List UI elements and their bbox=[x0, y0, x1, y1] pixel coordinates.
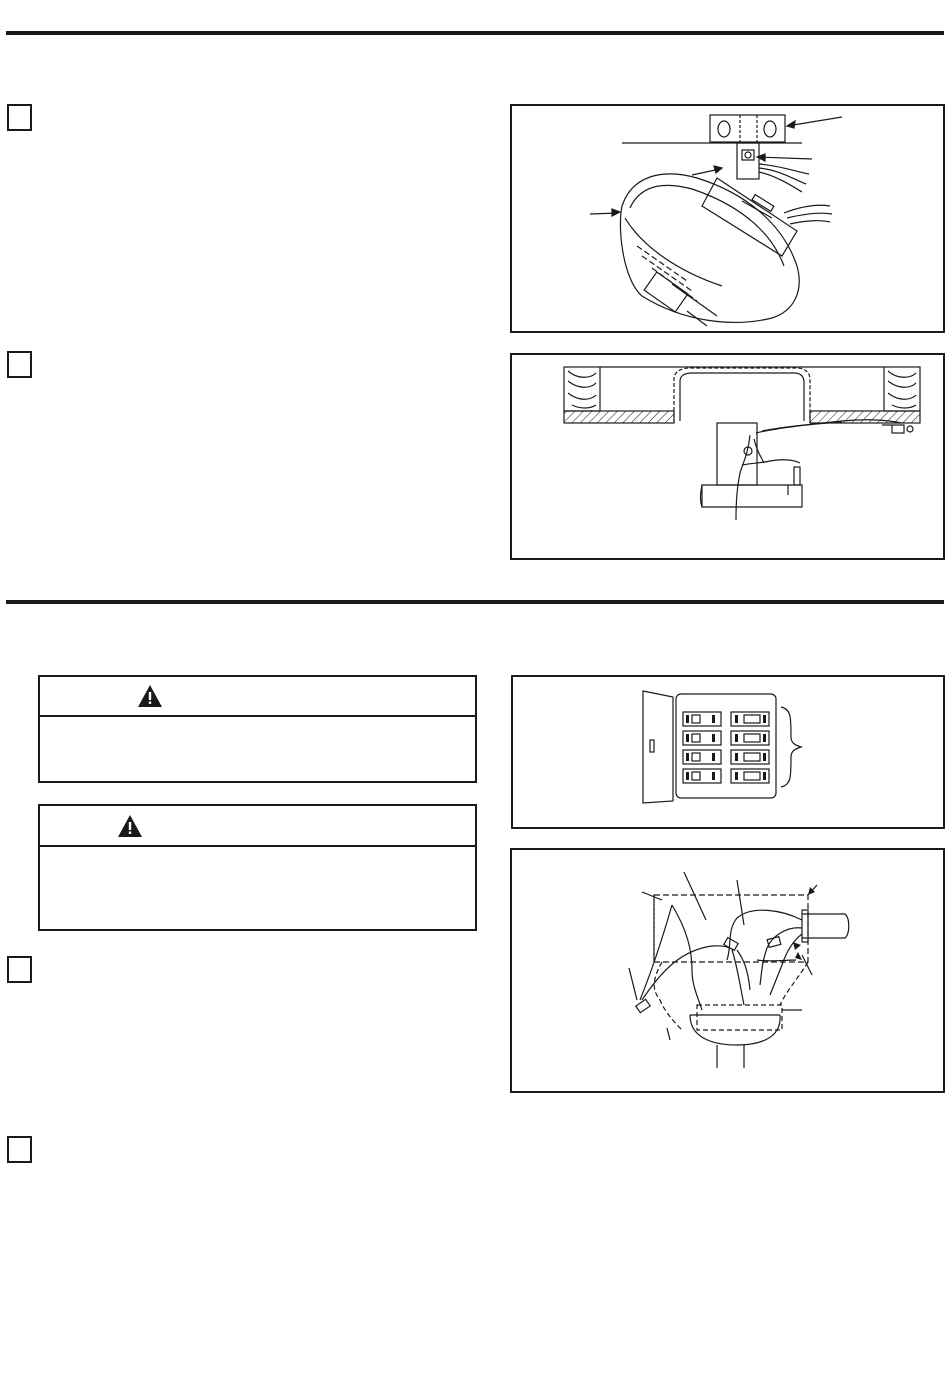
warning-header-1 bbox=[40, 677, 475, 717]
step-checkbox-2[interactable] bbox=[7, 351, 32, 378]
hanging-fan-drawing bbox=[512, 106, 943, 331]
step-checkbox-3[interactable] bbox=[7, 956, 32, 983]
figure-wiring-connections bbox=[510, 848, 945, 1093]
ground-wire-drawing bbox=[512, 355, 943, 558]
figure-hanging-fan bbox=[510, 104, 945, 333]
wiring-drawing bbox=[512, 850, 943, 1091]
warning-triangle-icon bbox=[117, 814, 143, 838]
warning-triangle-icon bbox=[137, 684, 163, 708]
warning-box-2 bbox=[38, 804, 477, 931]
figure-ground-wire bbox=[510, 353, 945, 560]
step-checkbox-1[interactable] bbox=[7, 104, 32, 131]
warning-box-1 bbox=[38, 675, 477, 783]
section-divider-middle bbox=[6, 600, 944, 604]
step-checkbox-4[interactable] bbox=[7, 1136, 32, 1163]
section-divider-top bbox=[6, 31, 944, 35]
warning-header-2 bbox=[40, 806, 475, 847]
breaker-panel-drawing bbox=[513, 677, 943, 827]
figure-breaker-panel bbox=[511, 675, 945, 829]
